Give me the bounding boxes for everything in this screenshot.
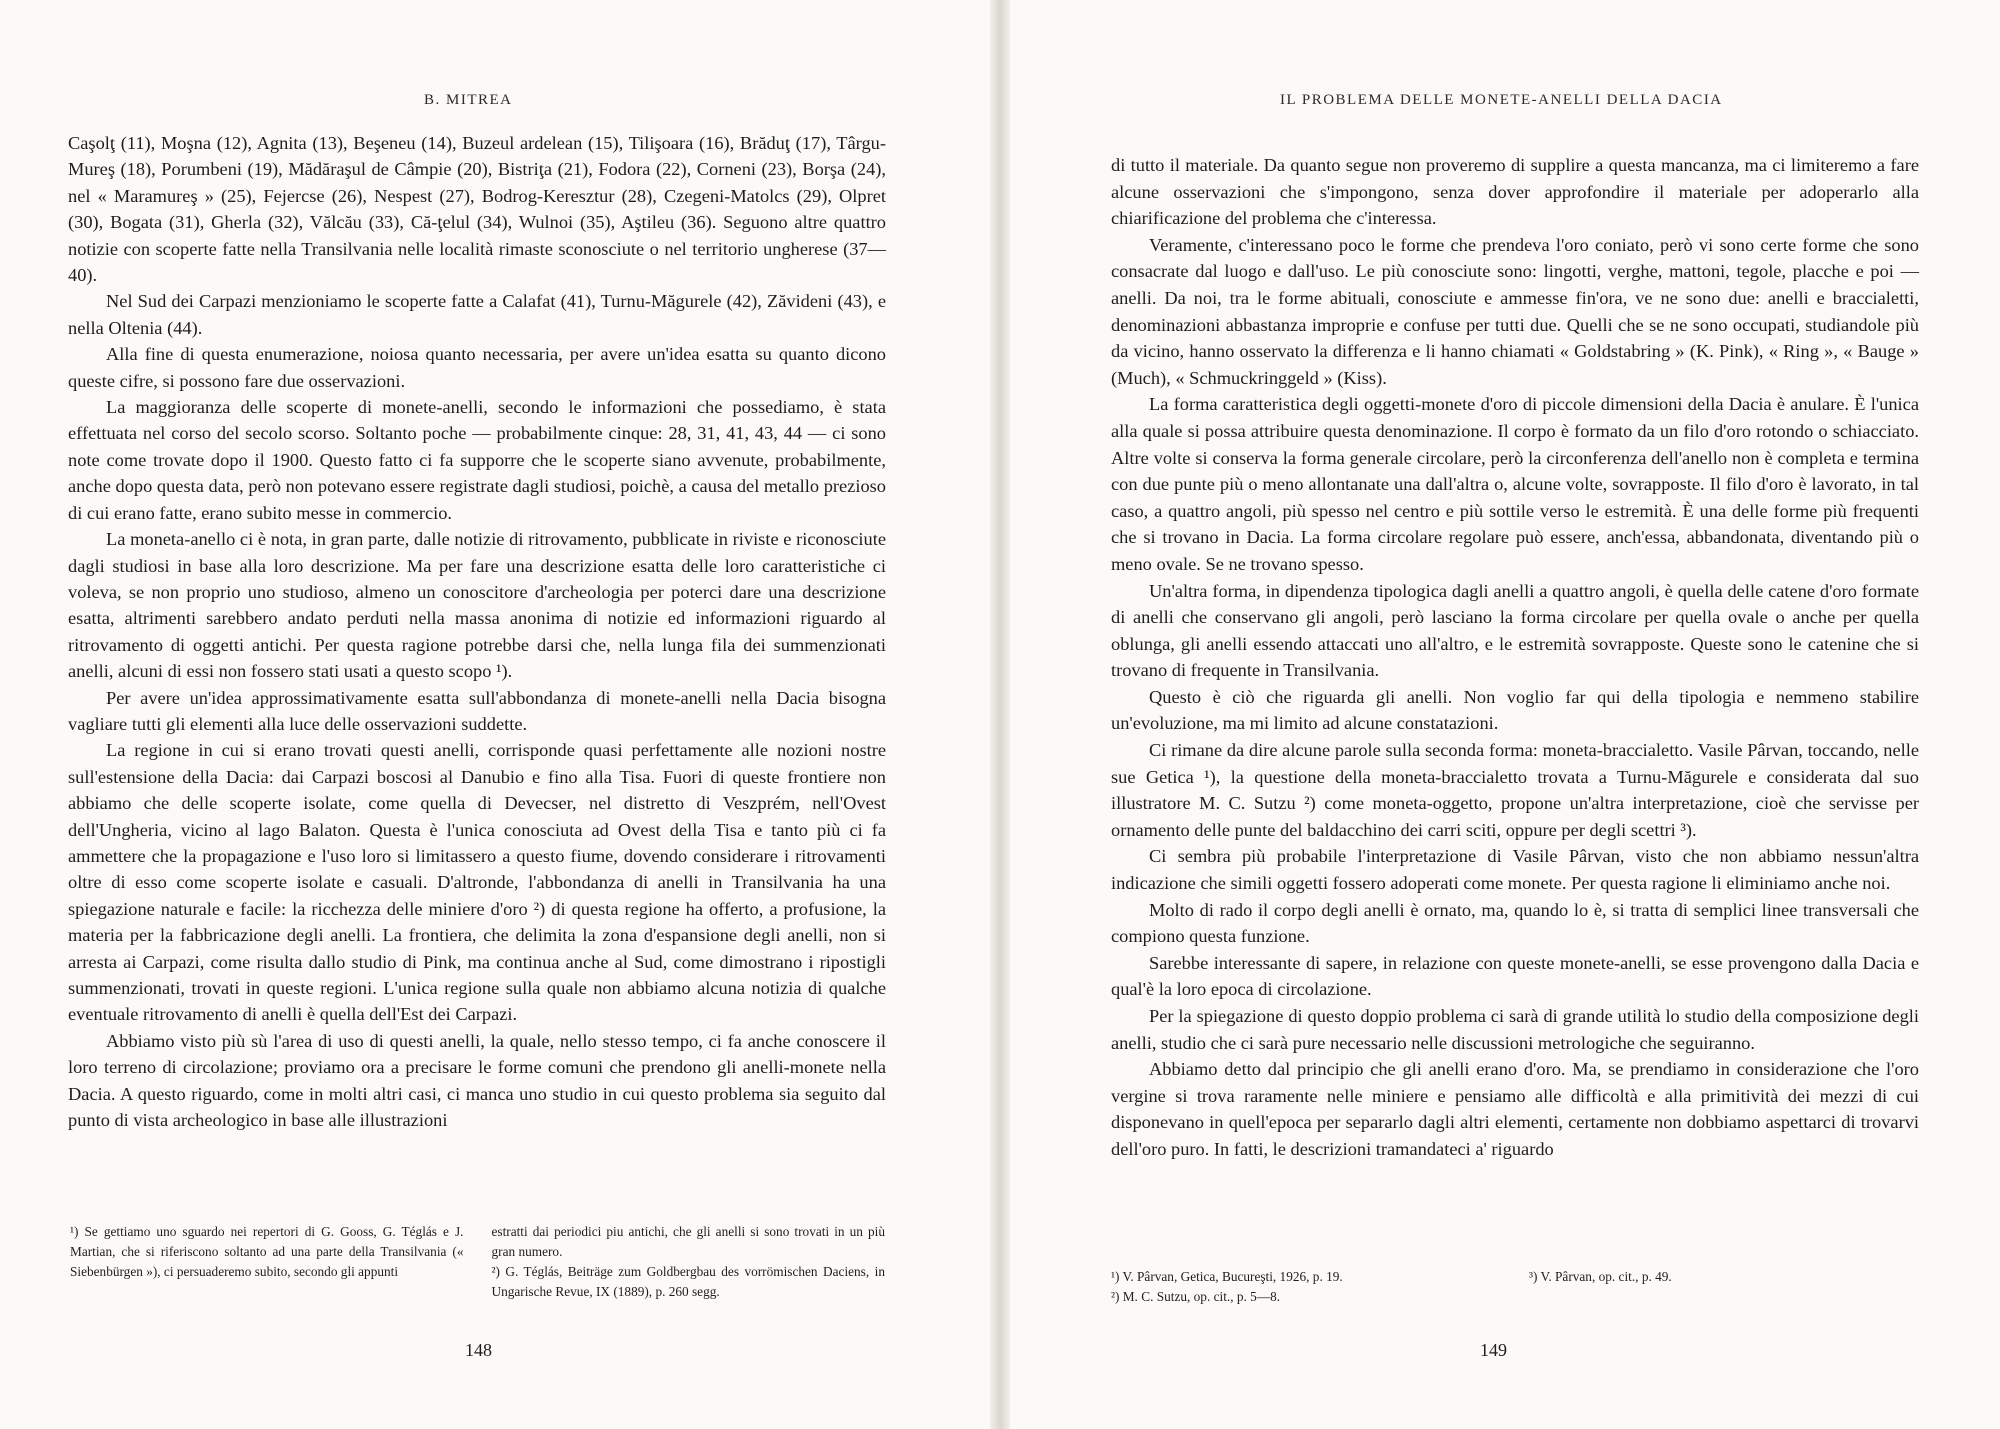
paragraph: Molto di rado il corpo degli anelli è ornato, ma, quando lo è, si tratta di semplici linee transversali che compiono questa funzione. bbox=[1111, 899, 1919, 947]
paragraph: Per avere un'idea approssimativamente esatta sull'abbondanza di monete-anelli nella Dacia bisogna vagliare tutti gli elementi alla luce delle osservazioni suddette. bbox=[68, 687, 886, 734]
footnote-column bbox=[1111, 1267, 1501, 1307]
footnote-column bbox=[70, 1222, 464, 1302]
body-text bbox=[1111, 152, 1919, 1163]
footnote: ¹) Se gettiamo uno sguardo nei repertori di G. Gooss, G. Téglás e J. Martian, che si riferiscono soltanto ad una parte della Transilvania (« Siebenbürgen »), ci persuaderemo subito, secondo gli appunti bbox=[70, 1224, 464, 1279]
footnote-column bbox=[1529, 1267, 1919, 1307]
footnote: ²) G. Téglás, Beiträge zum Goldbergbau des vorrömischen Daciens, in Ungarische Revue, IX (1889), p. 260 segg. bbox=[491, 1264, 885, 1299]
paragraph: Per la spiegazione di questo doppio problema ci sarà di grande utilità lo studio della composizione degli anelli, studio che ci sarà pure necessario nelle discussioni metrologiche che seguiranno. bbox=[1111, 1006, 1919, 1053]
footnote: ²) M. C. Sutzu, op. cit., p. 5—8. bbox=[1111, 1289, 1281, 1304]
footnote: ³) V. Pârvan, op. cit., p. 49. bbox=[1529, 1269, 1672, 1284]
paragraph: Abbiamo detto dal principio che gli anelli erano d'oro. Ma, se prendiamo in considerazione che l'oro vergine si trova raramente nelle miniere e pensiamo alle difficoltà e alla primitività dei mezzi di cui disponevano in quell'epoca per separarlo dagli altri elementi, certamente non dobbiamo aspettarci di trovarvi dell'oro puro. In fatti, le descrizioni tramandateci a' riguardo bbox=[1111, 1059, 1919, 1159]
left-page bbox=[0, 0, 990, 1429]
paragraph: Nel Sud dei Carpazi menzioniamo le scoperte fatte a Calafat (41), Turnu-Măgurele (42), Zăvideni (43), e nella Oltenia (44). bbox=[68, 291, 886, 338]
paragraph: La forma caratteristica degli oggetti-monete d'oro di piccole dimensioni della Dacia è anulare. È l'unica alla quale si possa attribuire questa denominazione. Il corpo è formato da un filo d'oro rotondo o schiacciato. Altre volte si conserva la forma generale circolare, però la circonferenza dell'anello non è completa e termina con due punte più o meno allontanate una dall'altra o, alcune volte, sovrapposte. Il filo d'oro è lavorato, in tal caso, a quattro angoli, più spesso nel centro e più sottile verso le estremità. È una delle forme più frequenti che si trovano in Dacia. La forma circolare regolare può essere, anch'essa, abbandonata, diventando più o meno ovale. Se ne trovano spesso. bbox=[1111, 394, 1919, 574]
running-head: IL PROBLEMA DELLE MONETE-ANELLI DELLA DACIA bbox=[1280, 92, 1723, 108]
paragraph: Questo è ciò che riguarda gli anelli. Non voglio far qui della tipologia e nemmeno stabilire un'evoluzione, ma mi limito ad alcune constatazioni. bbox=[1111, 686, 1919, 734]
book-gutter bbox=[990, 0, 1010, 1429]
page-number: 148 bbox=[465, 1340, 492, 1360]
paragraph: Abbiamo visto più sù l'area di uso di questi anelli, la quale, nello stesso tempo, ci fa anche conoscere il loro terreno di circolazione; proviamo ora a precisare le forme comuni che prendono gli anelli-monete nella Dacia. A questo riguardo, come in molti altri casi, ci manca uno studio in cui questo problema sia seguito dal punto di vista archeologico in base alle illustrazioni bbox=[68, 1030, 886, 1131]
paragraph: La moneta-anello ci è nota, in gran parte, dalle notizie di ritrovamento, pubblicate in riviste e riconosciute dagli studiosi in base alla loro descrizione. Ma per fare una descrizione esatta delle loro caratteristiche ci voleva, se non proprio uno studioso, almeno un conoscitore d'archeologia per poterci dare una descrizione esatta, altrimenti sarebbero andato perduti nella massa anonima di notizie ed informazioni riguardo al ritrovamento di oggetti antichi. Per questa ragione potrebbe darsi che, nella lunga fila dei summenzionati anelli, alcuni di essi non fossero stati usati a questo scopo ¹). bbox=[68, 529, 886, 682]
footnotes bbox=[1111, 1267, 1919, 1307]
paragraph: Ci sembra più probabile l'interpretazione di Vasile Pârvan, visto che non abbiamo nessun'altra indicazione che simili oggetti fossero adoperati come monete. Per questa ragione li eliminiamo anche noi. bbox=[1111, 846, 1919, 894]
footnotes bbox=[70, 1222, 885, 1302]
paragraph: Veramente, c'interessano poco le forme che prendeva l'oro coniato, però vi sono certe forme che sono consacrate dal luogo e dall'uso. Le più conosciute sono: lingotti, verghe, mattoni, tegole, placche e poi — anelli. Da noi, tra le forme abituali, conosciute e ammesse fin'ora, ve ne sono due: anelli e braccialetti, denominazioni abbastanza improprie e confuse per tutti due. Quelli che se ne sono occupati, studiandole più da vicino, hanno osservato la differenza e li hanno chiamati « Goldstabring » (K. Pink), « Ring », « Bauge » (Much), « Schmuckringgeld » (Kiss). bbox=[1111, 234, 1919, 388]
body-text bbox=[68, 130, 886, 1133]
footnote-column bbox=[492, 1222, 886, 1302]
paragraph: Ci rimane da dire alcune parole sulla seconda forma: moneta-braccialetto. Vasile Pârvan, toccando, nelle sue Getica ¹), la questione della moneta-braccialetto trovata a Turnu-Măgurele e considerata dal suo illustratore M. C. Sutzu ²) come moneta-oggetto, propone un'altra interpretazione, cioè che servisse per ornamento delle punte del baldacchino dei carri sciti, oppure per degli scettri ³). bbox=[1111, 740, 1919, 840]
footnote: ¹) V. Pârvan, Getica, Bucureşti, 1926, p. 19. bbox=[1111, 1269, 1343, 1284]
footnote: estratti dai periodici piu antichi, che gli anelli si sono trovati in un più gran numero. bbox=[491, 1224, 885, 1259]
paragraph: Caşolţ (11), Moşna (12), Agnita (13), Beşeneu (14), Buzeul ardelean (15), Tilişoara (16), Brăduţ (17), Târgu-Mureş (18), Porumbeni (19), Mădăraşul de Câmpie (20), Bistriţa (21), Fodora (22), Corneni (23), Borşa (24), nel « Maramureş » (25), Fejercse (26), Nespest (27), Bodrog-Keresztur (28), Czegeni-Matolcs (29), Olpret (30), Bogata (31), Gherla (32), Vălcău (33), Că-ţelul (34), Wulnoi (35), Aştileu (36). Seguono altre quattro notizie con scoperte fatte nella Transilvania nelle località rimaste sconosciute o nel territorio ungherese (37—40). bbox=[68, 133, 886, 286]
paragraph: La maggioranza delle scoperte di monete-anelli, secondo le informazioni che possediamo, è stata effettuata nel corso del secolo scorso. Soltanto poche — probabilmente cinque: 28, 31, 41, 43, 44 — ci sono note come trovate dopo il 1900. Questo fatto ci fa supporre che le scoperte siano avvenute, probabilmente, anche dopo questa data, però non potevano essere registrate dagli studiosi, poichè, a causa del metallo prezioso di cui erano fatte, erano subito messe in commercio. bbox=[68, 397, 886, 523]
page-number: 149 bbox=[1480, 1340, 1507, 1360]
paragraph: Un'altra forma, in dipendenza tipologica dagli anelli a quattro angoli, è quella delle catene d'oro formate di anelli che conservano gli angoli, però lasciano la forma circolare per quella ovale o anche per quella oblunga, gli anelli essendo attaccati uno all'altro, e le estremità sovrapposte. Queste sono le catenine che si trovano di frequente in Transilvania. bbox=[1111, 580, 1919, 681]
running-head: B. MITREA bbox=[424, 92, 513, 108]
paragraph: Alla fine di questa enumerazione, noiosa quanto necessaria, per avere un'idea esatta su quanto dicono queste cifre, si possono fare due osservazioni. bbox=[68, 344, 886, 391]
paragraph: di tutto il materiale. Da quanto segue non proveremo di supplire a questa mancanza, ma ci limiteremo a fare alcune osservazioni che s'impongono, senza dover approfondire il materiale per adoperarlo alla chiarificazione del problema che c'interessa. bbox=[1111, 155, 1919, 229]
paragraph: La regione in cui si erano trovati questi anelli, corrisponde quasi perfettamente alle nozioni nostre sull'estensione della Dacia: dai Carpazi boscosi al Danubio e fino alla Tisa. Fuori di queste frontiere non abbiamo che delle scoperte isolate, come quella di Devecser, nel distretto di Veszprém, nell'Ovest dell'Ungheria, vicino al lago Balaton. Questa è l'unica conosciuta ad Ovest della Tisa e tanto più ci fa ammettere che la propagazione e l'uso loro si limitassero a questo fiume, dovendo considerare i ritrovamenti oltre di esso come scoperte isolate e casuali. D'altronde, l'abbondanza di anelli in Transilvania ha una spiegazione naturale e facile: la ricchezza delle miniere d'oro ²) di questa regione ha offerto, a profusione, la materia per la fabbricazione degli anelli. La frontiera, che delimita la zona d'espansione degli anelli, non si arresta ai Carpazi, come risulta dallo studio di Pink, ma continua anche al Sud, come dimostrano i ripostigli summenzionati, trovati in queste regioni. L'unica regione sulla quale non abbiamo alcuna notizia di qualche eventuale ritrovamento di anelli è quella dell'Est dei Carpazi. bbox=[68, 740, 886, 1025]
right-page bbox=[1010, 0, 2000, 1429]
paragraph: Sarebbe interessante di sapere, in relazione con queste monete-anelli, se esse provengono dalla Dacia e qual'è la loro epoca di circolazione. bbox=[1111, 952, 1919, 1000]
